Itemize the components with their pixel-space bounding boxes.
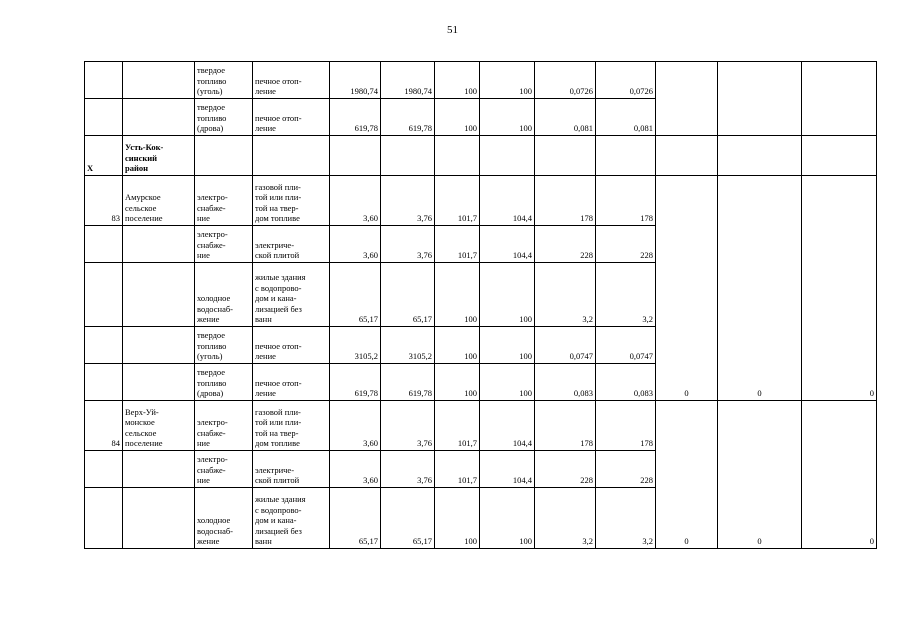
coef-1: 228 — [535, 451, 596, 488]
group83-total-1: 0 — [656, 176, 718, 401]
service-type: электро- снабже- ние — [195, 451, 253, 488]
norm-description: электриче- ской плитой — [253, 226, 330, 263]
percent-1: 100 — [435, 364, 480, 401]
value-1: 65,17 — [330, 488, 381, 549]
settlement-name — [123, 451, 195, 488]
row-index — [85, 263, 123, 327]
row-index: 83 — [85, 176, 123, 226]
settlement-name — [123, 226, 195, 263]
value-2: 3,76 — [381, 401, 435, 451]
empty-cell — [535, 136, 596, 176]
percent-1: 101,7 — [435, 451, 480, 488]
percent-2: 100 — [480, 99, 535, 136]
service-type: холодное водоснаб- жение — [195, 263, 253, 327]
empty-cell — [802, 136, 877, 176]
percent-2: 100 — [480, 364, 535, 401]
value-1: 1980,74 — [330, 62, 381, 99]
percent-1: 100 — [435, 99, 480, 136]
value-1: 619,78 — [330, 364, 381, 401]
coef-1: 0,081 — [535, 99, 596, 136]
value-1: 3,60 — [330, 176, 381, 226]
row-index — [85, 226, 123, 263]
page-number: 51 — [447, 24, 458, 36]
service-type: электро- снабже- ние — [195, 401, 253, 451]
service-type: твердое топливо (уголь) — [195, 62, 253, 99]
percent-2: 104,4 — [480, 226, 535, 263]
coef-1: 178 — [535, 176, 596, 226]
total-cell — [718, 62, 802, 136]
district-number: X — [85, 136, 123, 176]
value-1: 3,60 — [330, 401, 381, 451]
row-index — [85, 451, 123, 488]
value-1: 65,17 — [330, 263, 381, 327]
empty-cell — [381, 136, 435, 176]
norm-description: печное отоп- ление — [253, 99, 330, 136]
coef-2: 0,0726 — [596, 62, 656, 99]
empty-cell — [718, 136, 802, 176]
group84-total-3: 0 — [802, 401, 877, 549]
norm-description: жилые здания с водопрово- дом и кана- лизацией без ванн — [253, 488, 330, 549]
percent-2: 100 — [480, 263, 535, 327]
empty-cell — [253, 136, 330, 176]
norm-description: печное отоп- ление — [253, 364, 330, 401]
value-1: 3105,2 — [330, 327, 381, 364]
coef-2: 0,083 — [596, 364, 656, 401]
percent-1: 100 — [435, 263, 480, 327]
row-index — [85, 488, 123, 549]
value-1: 3,60 — [330, 226, 381, 263]
coef-1: 0,0726 — [535, 62, 596, 99]
value-2: 65,17 — [381, 263, 435, 327]
district-row — [85, 136, 877, 176]
value-1: 619,78 — [330, 99, 381, 136]
empty-cell — [195, 136, 253, 176]
percent-2: 104,4 — [480, 176, 535, 226]
settlement-name — [123, 99, 195, 136]
percent-2: 100 — [480, 327, 535, 364]
value-2: 3,76 — [381, 226, 435, 263]
norm-description: газовой пли- той или пли- той на твер- дом топливе — [253, 176, 330, 226]
percent-1: 100 — [435, 327, 480, 364]
settlement-name: Верх-Уй- монское сельское поселение — [123, 401, 195, 451]
coef-2: 178 — [596, 176, 656, 226]
coef-2: 0,081 — [596, 99, 656, 136]
coef-2: 228 — [596, 226, 656, 263]
table-row — [85, 176, 877, 226]
percent-1: 101,7 — [435, 226, 480, 263]
value-2: 619,78 — [381, 99, 435, 136]
norm-description: газовой пли- той или пли- той на твер- дом топливе — [253, 401, 330, 451]
row-index — [85, 327, 123, 364]
service-type: твердое топливо (дрова) — [195, 364, 253, 401]
norm-description: электриче- ской плитой — [253, 451, 330, 488]
value-1: 3,60 — [330, 451, 381, 488]
coef-1: 178 — [535, 401, 596, 451]
percent-2: 100 — [480, 62, 535, 99]
total-cell — [656, 62, 718, 136]
percent-1: 100 — [435, 488, 480, 549]
service-type: электро- снабже- ние — [195, 226, 253, 263]
total-cell — [802, 62, 877, 136]
coef-1: 3,2 — [535, 263, 596, 327]
coef-1: 228 — [535, 226, 596, 263]
service-type: твердое топливо (дрова) — [195, 99, 253, 136]
empty-cell — [596, 136, 656, 176]
value-2: 3105,2 — [381, 327, 435, 364]
percent-1: 101,7 — [435, 176, 480, 226]
settlement-name — [123, 364, 195, 401]
coef-1: 0,083 — [535, 364, 596, 401]
norm-description: печное отоп- ление — [253, 327, 330, 364]
table-row — [85, 401, 877, 451]
row-index — [85, 62, 123, 99]
row-index — [85, 364, 123, 401]
settlement-name — [123, 62, 195, 99]
percent-1: 101,7 — [435, 401, 480, 451]
settlement-name: Амурское сельское поселение — [123, 176, 195, 226]
norm-description: печное отоп- ление — [253, 62, 330, 99]
coef-2: 178 — [596, 401, 656, 451]
group84-total-1: 0 — [656, 401, 718, 549]
table-row — [85, 62, 877, 99]
group83-total-2: 0 — [718, 176, 802, 401]
empty-cell — [480, 136, 535, 176]
service-type: твердое топливо (уголь) — [195, 327, 253, 364]
coef-2: 3,2 — [596, 488, 656, 549]
coef-1: 3,2 — [535, 488, 596, 549]
coef-1: 0,0747 — [535, 327, 596, 364]
service-type: холодное водоснаб- жение — [195, 488, 253, 549]
group84-total-2: 0 — [718, 401, 802, 549]
district-name: Усть-Кок- синский район — [123, 136, 195, 176]
coef-2: 3,2 — [596, 263, 656, 327]
coef-2: 0,0747 — [596, 327, 656, 364]
percent-2: 104,4 — [480, 451, 535, 488]
coef-2: 228 — [596, 451, 656, 488]
percent-2: 104,4 — [480, 401, 535, 451]
group83-total-3: 0 — [802, 176, 877, 401]
tariff-table — [84, 61, 877, 549]
value-2: 619,78 — [381, 364, 435, 401]
settlement-name — [123, 488, 195, 549]
percent-2: 100 — [480, 488, 535, 549]
row-index: 84 — [85, 401, 123, 451]
value-2: 3,76 — [381, 451, 435, 488]
empty-cell — [656, 136, 718, 176]
service-type: электро- снабже- ние — [195, 176, 253, 226]
settlement-name — [123, 327, 195, 364]
value-2: 65,17 — [381, 488, 435, 549]
norm-description: жилые здания с водопрово- дом и кана- лизацией без ванн — [253, 263, 330, 327]
percent-1: 100 — [435, 62, 480, 99]
empty-cell — [330, 136, 381, 176]
empty-cell — [435, 136, 480, 176]
settlement-name — [123, 263, 195, 327]
value-2: 3,76 — [381, 176, 435, 226]
row-index — [85, 99, 123, 136]
value-2: 1980,74 — [381, 62, 435, 99]
